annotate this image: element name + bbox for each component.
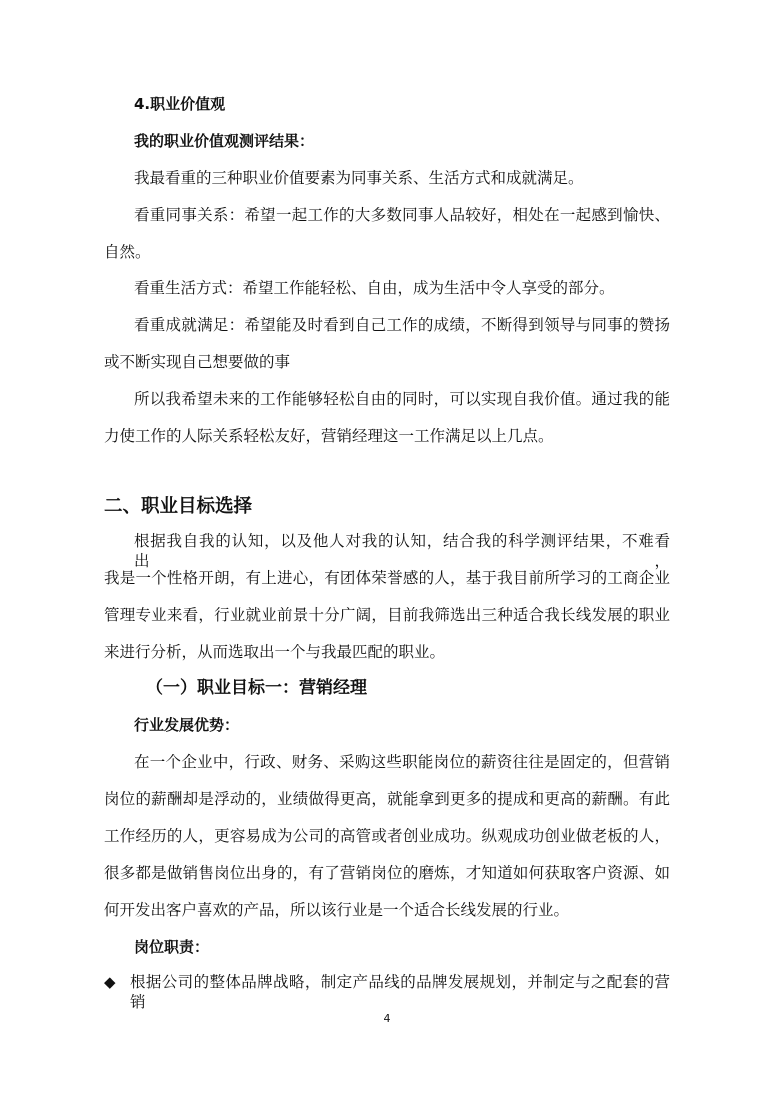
paragraph-line: 自然。: [104, 243, 151, 261]
page-number: 4: [383, 1012, 391, 1025]
paragraph-line: 看重成就满足：希望能及时看到自己工作的成绩，不断得到领导与同事的赞扬: [134, 316, 670, 334]
industry-advantage-heading: 行业发展优势：: [134, 716, 240, 734]
diamond-bullet-icon: ◆: [104, 973, 116, 991]
paragraph-line: 何开发出客户喜欢的产品，所以该行业是一个适合长线发展的行业。: [104, 901, 570, 919]
paragraph-line: 管理专业来看，行业就业前景十分广阔，目前我筛选出三种适合我长线发展的职业: [104, 606, 670, 624]
paragraph-line: 力使工作的人际关系轻松友好，营销经理这一工作满足以上几点。: [104, 427, 554, 445]
paragraph-line: 岗位的薪酬却是浮动的，业绩做得更高，就能拿到更多的提成和更高的薪酬。有此: [104, 790, 670, 808]
paragraph-line: 很多都是做销售岗位出身的，有了营销岗位的磨炼，才知道如何获取客户资源、如: [104, 864, 670, 882]
paragraph-line: 在一个企业中，行政、财务、采购这些职能岗位的薪资往往是固定的，但营销: [134, 753, 670, 771]
goal-one-heading: （一）职业目标一：营销经理: [146, 678, 367, 698]
paragraph-line: 看重生活方式：希望工作能轻松、自由，成为生活中令人享受的部分。: [134, 279, 615, 297]
values-result-heading: 我的职业价值观测评结果：: [134, 132, 315, 150]
paragraph-line: 看重同事关系：希望一起工作的大多数同事人品较好，相处在一起感到愉快、: [134, 206, 670, 224]
section-heading-values: 4.职业价值观: [134, 95, 226, 113]
section-heading-career-goal: 二、职业目标选择: [104, 496, 253, 517]
job-duties-heading: 岗位职责：: [134, 938, 210, 956]
paragraph-line: 工作经历的人，更容易成为公司的高管或者创业成功。纵观成功创业做老板的人，: [104, 827, 670, 845]
values-intro-paragraph: 我最看重的三种职业价值要素为同事关系、生活方式和成就满足。: [134, 169, 584, 187]
paragraph-line: 我是一个性格开朗，有上进心，有团体荣誉感的人，基于我目前所学习的工商企业: [104, 569, 670, 587]
paragraph-line: 来进行分析，从而选取出一个与我最匹配的职业。: [104, 643, 446, 661]
paragraph-line: 或不断实现自己想要做的事: [104, 353, 291, 371]
paragraph-line: 根据我自我的认知，以及他人对我的认知，结合我的科学测评结果，不难看出，: [134, 532, 670, 570]
bullet-item-line: 根据公司的整体品牌战略，制定产品线的品牌发展规划，并制定与之配套的营销: [130, 973, 670, 1011]
paragraph-line: 所以我希望未来的工作能够轻松自由的同时，可以实现自我价值。通过我的能: [134, 390, 670, 408]
